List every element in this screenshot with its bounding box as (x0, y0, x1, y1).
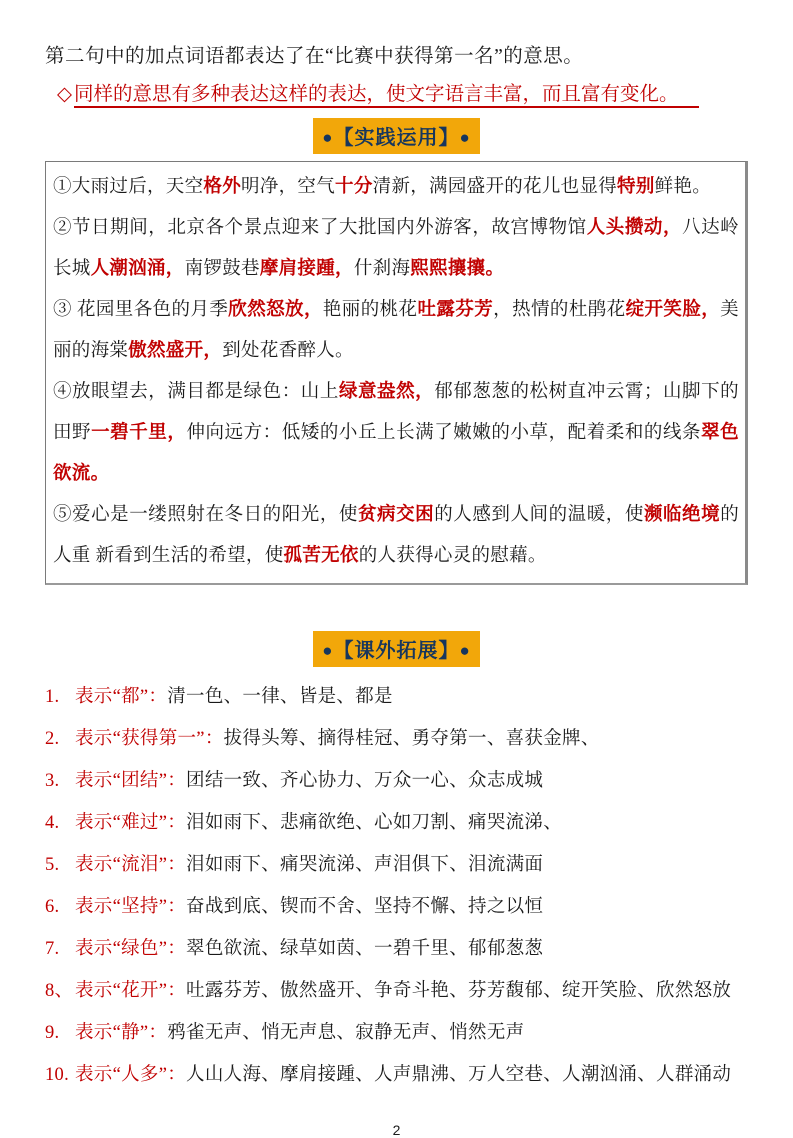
section-badge-label: 【课外拓展】 (333, 640, 460, 662)
list-item (45, 928, 748, 970)
intro-line: 第二句中的加点词语都表达了在“比赛中获得第一名”的意思。 (45, 46, 584, 67)
text-run: ③ 花园里各色的月季 (53, 300, 229, 320)
note-line (45, 81, 748, 108)
bullet-dot-icon: ● (322, 641, 334, 660)
list-item (45, 886, 748, 928)
highlighted-word: 一碧千里， (91, 423, 187, 443)
highlighted-word: 吐露芬芳 (417, 300, 494, 320)
item-words: 拔得头筹、摘得桂冠、勇夺第一、喜获金牌、 (223, 729, 600, 749)
item-words: 团结一致、齐心协力、万众一心、众志成城 (186, 771, 544, 791)
highlighted-word: 人潮汹涌， (90, 259, 185, 279)
highlighted-word: 十分 (335, 177, 373, 197)
highlighted-word: 绽开笑脸， (625, 300, 721, 320)
item-category-label: 表示“绿色”： (75, 939, 187, 959)
practice-sentences-box (45, 161, 748, 585)
item-words: 吐露芬芳、傲然盛开、争奇斗艳、芬芳馥郁、绽开笑脸、欣然怒放 (186, 981, 732, 1001)
text-run: ②节日期间，北京各个景点迎来了大批国内外游客，故宫博物馆 (53, 218, 587, 238)
text-run: 明净，空气 (241, 177, 336, 197)
diamond-marker-icon: ◇ (57, 84, 72, 105)
item-category-label: 表示“都”： (75, 687, 168, 707)
section-badge-extension (313, 631, 480, 667)
highlighted-word: 傲然盛开， (128, 341, 223, 361)
highlighted-word: 摩肩接踵， (259, 259, 354, 279)
item-number: 10. (45, 1065, 70, 1085)
highlighted-word: 翠色欲流。 (53, 423, 739, 484)
text-run: 伸向远方：低矮的小丘上长满了嫩嫩的小草，配着柔和的线条 (186, 423, 702, 443)
extension-badge-row (45, 631, 748, 667)
bullet-dot-icon: ● (459, 641, 471, 660)
item-number: 3. (45, 771, 60, 791)
page-number: 2 (392, 1122, 401, 1138)
list-item (45, 844, 748, 886)
highlighted-word: 濒临绝境 (643, 505, 721, 525)
text-run: 郁郁葱葱的松树直冲云霄；山脚下的田野 (53, 382, 739, 443)
item-number: 1. (45, 687, 60, 707)
practice-badge-row (45, 118, 748, 154)
text-run: 清新，满园盛开的花儿也显得 (372, 177, 618, 197)
text-run: 到处花香醉人。 (222, 341, 354, 361)
item-category-label: 表示“花开”： (75, 981, 187, 1001)
practice-sentence (53, 290, 739, 372)
list-item (45, 718, 748, 760)
list-item (45, 970, 748, 1012)
item-category-label: 表示“静”： (75, 1023, 168, 1043)
section-badge-label: 【实践运用】 (333, 127, 460, 149)
bullet-dot-icon: ● (459, 128, 471, 147)
text-run: 南锣鼓巷 (184, 259, 260, 279)
highlighted-word: 熙熙攘攘。 (410, 259, 505, 279)
item-number: 2. (45, 729, 60, 749)
text-run: 八达岭长城 (53, 218, 739, 279)
item-words: 人山人海、摩肩接踵、人声鼎沸、万人空巷、人潮汹涌、人群涌动 (186, 1065, 732, 1085)
item-category-label: 表示“获得第一”： (75, 729, 224, 749)
highlighted-word: 绿意盎然， (338, 382, 435, 402)
item-words: 鸦雀无声、悄无声息、寂静无声、悄然无声 (167, 1023, 525, 1043)
highlighted-word: 贫病交困 (358, 505, 435, 525)
practice-sentence (53, 167, 739, 208)
text-run: 鲜艳。 (654, 177, 712, 197)
text-run: ，热情的杜鹃花 (493, 300, 626, 320)
item-words: 泪如雨下、痛哭流涕、声泪俱下、泪流满面 (186, 855, 544, 875)
highlighted-word: 格外 (203, 177, 242, 197)
item-category-label: 表示“流泪”： (75, 855, 187, 875)
item-category-label: 表示“人多”： (75, 1065, 187, 1085)
text-run: 的人获得心灵的慰藉。 (358, 546, 547, 566)
item-category-label: 表示“团结”： (75, 771, 187, 791)
item-words: 奋战到底、锲而不舍、坚持不懈、持之以恒 (186, 897, 544, 917)
item-category-label: 表示“难过”： (75, 813, 187, 833)
highlighted-word: 人头攒动， (586, 218, 683, 238)
list-item (45, 1054, 748, 1096)
item-category-label: 表示“坚持”： (75, 897, 187, 917)
text-run: ⑤爱心是一缕照射在冬日的阳光，使 (53, 505, 358, 525)
item-words: 泪如雨下、悲痛欲绝、心如刀割、痛哭流涕、 (186, 813, 563, 833)
text-run: 美丽的海棠 (53, 300, 739, 361)
bullet-dot-icon: ● (322, 128, 334, 147)
section-badge-practice (313, 118, 480, 154)
text-run: 艳丽的桃花 (322, 300, 418, 320)
practice-sentence (53, 372, 739, 495)
item-number: 7. (45, 939, 60, 959)
practice-sentence (53, 495, 739, 577)
practice-sentence (53, 208, 739, 290)
note-text: 同样的意思有多种表达这样的表达，使文字语言丰富，而且富有变化。 (74, 84, 699, 108)
text-run: ①大雨过后，天空 (53, 177, 204, 197)
item-words: 翠色欲流、绿草如茵、一碧千里、郁郁葱葱 (186, 939, 544, 959)
extension-list (45, 676, 748, 1096)
list-item (45, 802, 748, 844)
item-number: 4. (45, 813, 60, 833)
item-number: 5. (45, 855, 60, 875)
item-words: 清一色、一律、皆是、都是 (167, 687, 393, 707)
item-number: 6. (45, 897, 60, 917)
list-item (45, 1012, 748, 1054)
list-item (45, 760, 748, 802)
highlighted-word: 欣然怒放， (228, 300, 323, 320)
list-item (45, 676, 748, 718)
item-number: 9. (45, 1023, 60, 1043)
text-run: 的人感到人间的温暖，使 (434, 505, 644, 525)
text-run: 什刹海 (353, 259, 411, 279)
text-run: 的人重 新看到生活的希望，使 (53, 505, 739, 566)
highlighted-word: 孤苦无依 (283, 546, 359, 566)
text-run: ④放眼望去，满目都是绿色：山上 (53, 382, 339, 402)
item-number: 8、 (45, 981, 74, 1001)
highlighted-word: 特别 (617, 177, 655, 197)
